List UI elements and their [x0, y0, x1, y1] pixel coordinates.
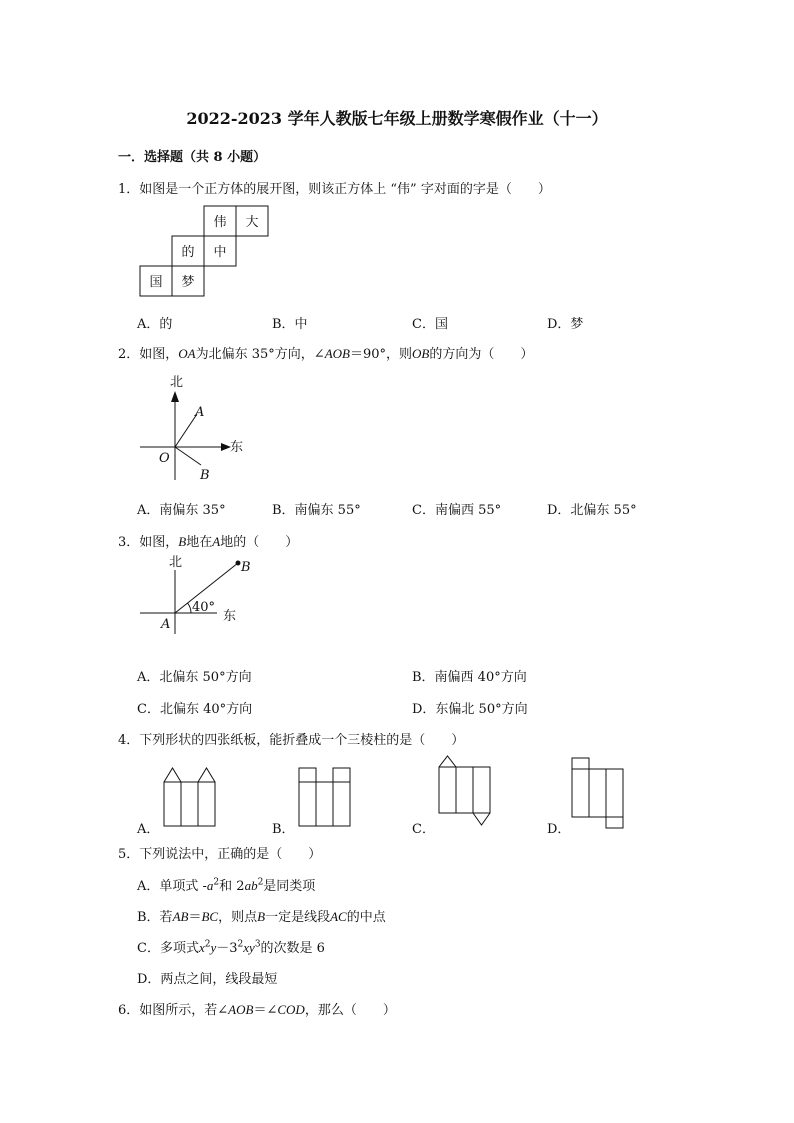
q5-option-d[interactable]: D．两点之间，线段最短 [137, 972, 278, 987]
q5-option-b[interactable]: B．若AB＝BC，则点B一定是线段AC的中点 [137, 909, 386, 925]
prism-net-a [162, 766, 218, 828]
east-label: 东 [223, 609, 237, 624]
prism-net-b [297, 766, 353, 828]
angle-label: 40° [192, 600, 216, 615]
question-4-stem: 4．下列形状的四张纸板，能折叠成一个三棱柱的是（ ） [118, 733, 465, 748]
section-heading: 一．选择题（共 8 小题） [118, 150, 267, 165]
q4-option-a[interactable]: A． [137, 822, 160, 837]
q2-option-d[interactable]: D．北偏东 55° [547, 503, 637, 518]
prism-net-c [437, 754, 493, 829]
question-3-stem: 3．如图，B地在A地的（ ） [118, 534, 299, 550]
q3-option-b[interactable]: B．南偏西 40°方向 [412, 670, 527, 685]
question-2-stem: 2．如图，OA为北偏东 35°方向，∠AOB＝90°，则OB的方向为（ ） [118, 346, 534, 362]
east-label: 东 [230, 440, 244, 455]
point-b-label: B [200, 468, 210, 483]
q4-option-b[interactable]: B． [272, 822, 295, 837]
q3-option-d[interactable]: D．东偏北 50°方向 [412, 702, 528, 717]
page-title: 2022-2023 学年人教版七年级上册数学寒假作业（十一） [186, 109, 608, 128]
point-a-label: A [195, 405, 205, 420]
q2-option-c[interactable]: C．南偏西 55° [412, 503, 502, 518]
q1-option-b[interactable]: B．中 [272, 317, 308, 332]
q1-option-d[interactable]: D．梦 [547, 317, 584, 332]
direction-figure-q2 [135, 372, 250, 487]
q2-option-b[interactable]: B．南偏东 55° [272, 503, 361, 518]
question-1-stem: 1．如图是一个正方体的展开图，则该正方体上 “伟” 字对面的字是（ ） [118, 182, 551, 197]
point-o-label: O [159, 451, 170, 466]
q2-option-a[interactable]: A．南偏东 35° [137, 503, 226, 518]
north-label: 北 [170, 375, 184, 390]
net-cell-text: 大 [245, 215, 259, 230]
q1-option-a[interactable]: A．的 [137, 317, 173, 332]
point-b-label: B [241, 560, 251, 575]
net-cell-text: 国 [149, 275, 163, 290]
net-cell-text: 梦 [181, 275, 195, 290]
north-label: 北 [169, 555, 183, 570]
cube-net-figure [138, 204, 273, 299]
q4-option-c[interactable]: C． [412, 822, 435, 837]
q1-option-c[interactable]: C．国 [412, 317, 448, 332]
question-6-stem: 6．如图所示，若∠AOB＝∠COD，那么（ ） [118, 1002, 396, 1018]
q4-option-d[interactable]: D． [547, 822, 571, 837]
net-cell-text: 中 [213, 245, 227, 260]
q3-option-c[interactable]: C．北偏东 40°方向 [137, 702, 253, 717]
net-cell-text: 伟 [213, 215, 227, 230]
point-a-label: A [161, 617, 171, 632]
question-5-stem: 5．下列说法中，正确的是（ ） [118, 847, 322, 862]
net-cell-text: 的 [181, 245, 195, 260]
q5-option-c[interactable]: C．多项式$x^2y-3^2xy^3$的次数是 6 [137, 939, 325, 956]
q5-option-a[interactable]: A．单项式 $-a^2$和 $2ab^2$是同类项 [137, 877, 316, 894]
prism-net-d [570, 756, 626, 830]
direction-figure-q3 [135, 552, 260, 637]
q3-option-a[interactable]: A．北偏东 50°方向 [137, 670, 252, 685]
